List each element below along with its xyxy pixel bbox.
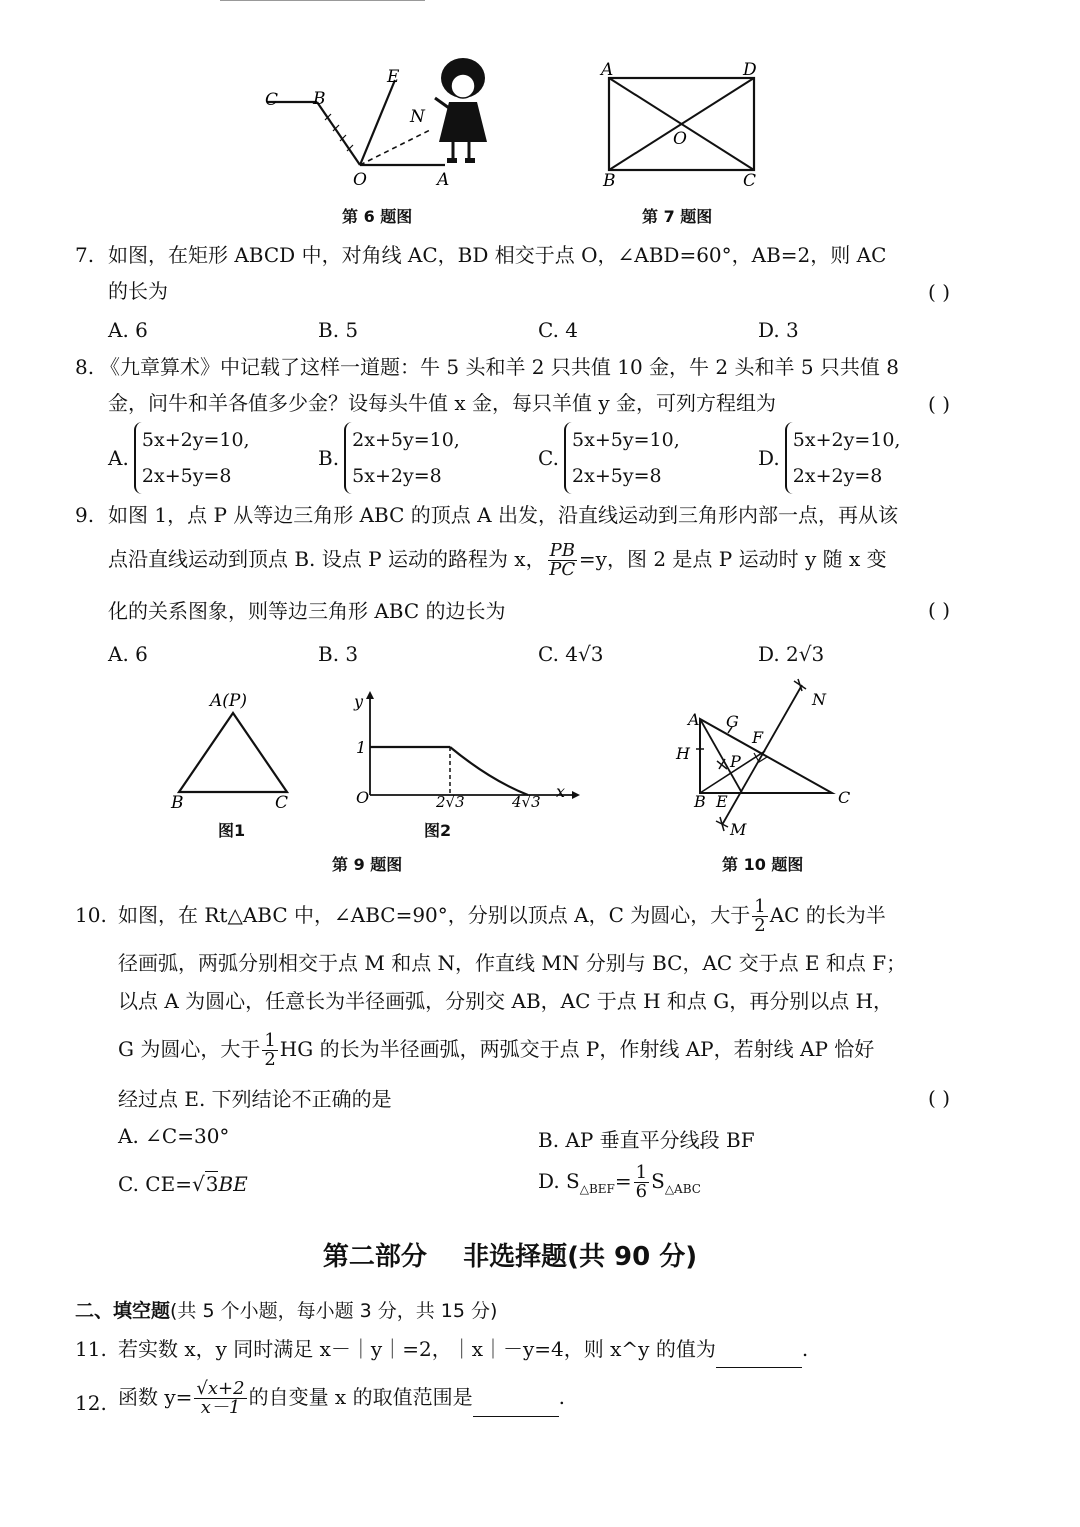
q10-line4-frac-num: 1 [264,1030,276,1051]
q10-option-d-frac-num: 1 [635,1162,648,1183]
q12-tail: 的自变量 x 的取值范围是 [248,1385,473,1409]
fig7-label-B: B [603,171,616,191]
q11-number: 11. [75,1337,107,1361]
q8-option-c-label: C. [538,446,559,470]
q8-option-c-eq2: 2x+5y=8 [572,465,662,487]
q8-option-a-label: A. [108,446,129,470]
figure-9-2-caption: 图2 [424,821,452,840]
q12-frac-num: √x+2 [196,1378,245,1399]
q7-option-c: C. 4 [538,318,579,342]
q8-option-b [318,422,460,494]
fig10-label-A: A [688,710,700,729]
q9-frac-denominator: PC [549,559,576,580]
fig7-label-A: A [601,60,614,80]
q12-frac-den: x－1 [200,1397,241,1418]
fig6-label-A: A [437,170,450,190]
fig10-label-C: C [838,788,851,807]
q10-line4-end: HG 的长为半径画弧，两弧交于点 P，作射线 AP，若射线 AP 恰好 [279,1037,875,1061]
figure-9-2-graph [340,685,580,815]
q9-option-a: A. 6 [108,642,148,666]
q7-answer-paren: ( ) [928,280,950,304]
fig7-label-C: C [743,171,757,191]
fig9b-label-x: x [556,782,566,801]
q10-line5: 经过点 E. 下列结论不正确的是 [118,1087,392,1111]
fig9b-label-1: 1 [356,738,367,757]
q7-number: 7. [75,243,95,267]
q8-number: 8. [75,355,95,379]
part2-title: 第二部分 非选择题(共 90 分) [322,1242,698,1272]
fig10-label-E: E [716,792,728,811]
top-edge-line [220,0,425,1]
q10-option-d-label: D. S [538,1169,580,1193]
q9-frac-numerator: PB [549,540,575,561]
figure-10-caption: 第 10 题图 [722,855,804,874]
girl-figure-icon [435,58,487,163]
q8-option-d [758,422,900,494]
fig10-label-M: M [730,820,747,839]
q10-line1-start: 如图，在 Rt△ABC 中，∠ABC=90°，分别以顶点 A，C 为圆心，大于 [118,903,751,927]
q9-number: 9. [75,503,95,527]
q12-lead: 函数 y= [118,1385,193,1409]
q9-option-b: B. 3 [318,642,359,666]
fig9b-label-O: O [356,788,370,807]
fig9b-label-y: y [354,692,364,711]
q10-line4-start: G 为圆心，大于 [118,1037,261,1061]
q10-line1-frac-den: 2 [754,915,766,936]
figure-9-1-diagram [165,688,300,813]
fig7-label-O: O [673,129,687,149]
fig10-label-G: G [726,712,739,731]
q10-line3: 以点 A 为圆心，任意长为半径画弧，分别交 AB，AC 于点 H 和点 G，再分别以点 H， [118,989,894,1013]
q8-option-b-eq2: 5x+2y=8 [352,465,442,487]
q8-option-b-label: B. [318,446,340,470]
q7-option-b: B. 5 [318,318,359,342]
q9-line1: 如图 1，点 P 从等边三角形 ABC 的顶点 A 出发，沿直线运动到三角形内部一点，再从该 [108,503,898,527]
figure-7-caption: 第 7 题图 [642,207,713,226]
fig9a-label-AP: A(P) [210,691,247,711]
q11-end: . [801,1337,809,1361]
q10-option-d [538,1164,701,1201]
q9-line2-end: =y，图 2 是点 P 运动时 y 随 x 变 [578,547,887,571]
q10-line1 [118,896,886,935]
q8-option-c [538,422,680,494]
figure-9-1-caption: 图1 [218,821,246,840]
q9-option-d: D. 2√3 [758,642,825,666]
q12-end: . [558,1385,565,1409]
section2-head: 二、填空题 [75,1300,171,1322]
q12-line [118,1378,565,1417]
q10-line1-end: AC 的长为半 [769,903,886,927]
q8-line1: 《九章算术》中记载了这样一道题：牛 5 头和羊 2 只共值 10 金，牛 2 头和羊 5 只共值 8 [100,355,900,379]
fig9b-tick-2sqrt3: 2√3 [436,793,465,811]
fig9a-label-C: C [275,793,289,813]
q9-line2-start: 点沿直线运动到顶点 B. 设点 P 运动的路程为 x， [108,547,546,571]
q8-option-d-eq2: 2x+2y=8 [792,465,883,487]
q8-option-b-eq1: 2x+5y=10, [352,429,460,451]
q10-line4-frac-den: 2 [264,1049,276,1070]
q8-option-d-label: D. [758,446,780,470]
q7-option-d: D. 3 [758,318,799,342]
q8-option-d-eq1: 5x+2y=10, [792,429,901,451]
q9-option-c: C. 4√3 [538,642,604,666]
fig10-label-P: P [730,752,741,771]
q10-line4 [118,1030,874,1069]
q10-option-c: C. CE=√3BE [118,1172,248,1196]
fig10-label-N: N [812,690,826,709]
figure-7-diagram [595,58,770,193]
fig9b-tick-4sqrt3: 4√3 [512,793,541,811]
q10-option-d-eq: = [614,1169,632,1193]
q9-line3: 化的关系图象，则等边三角形 ABC 的边长为 [108,599,506,623]
q10-line2: 径画弧，两弧分别相交于点 M 和点 N，作直线 MN 分别与 BC，AC 交于点 E 和点 F； [118,951,907,975]
q10-answer-paren: ( ) [928,1086,950,1110]
q12-answer-blank[interactable] [473,1394,559,1417]
fig10-label-F: F [752,728,764,747]
q10-option-c-tail: BE [218,1172,248,1196]
fig7-label-D: D [743,60,757,80]
q7-option-a: A. 6 [108,318,148,342]
q8-option-a [108,422,250,494]
q10-line1-frac-num: 1 [754,896,766,917]
q8-line2: 金，问牛和羊各值多少金？设每头牛值 x 金，每只羊值 y 金，可列方程组为 [108,391,777,415]
figure-6-diagram [255,50,505,195]
q10-option-b: B. AP 垂直平分线段 BF [538,1128,755,1152]
q10-number: 10. [75,903,107,927]
fig6-label-N: N [410,107,425,127]
section2-detail: (共 5 个小题，每小题 3 分，共 15 分) [170,1300,498,1322]
q7-line2: 的长为 [108,279,168,303]
figure-9-caption: 第 9 题图 [332,855,403,874]
q10-option-d-frac-den: 6 [635,1181,648,1202]
q11-line [118,1330,808,1368]
fig6-label-C: C [265,90,279,110]
q10-option-a: A. ∠C=30° [118,1124,230,1148]
q11-answer-blank[interactable] [716,1345,802,1368]
figure-6-caption: 第 6 题图 [342,207,413,226]
q12-number: 12. [75,1391,107,1415]
section2-heading [75,1296,497,1323]
fig6-label-B: B [313,89,326,109]
q9-answer-paren: ( ) [928,598,950,622]
q10-option-c-sqrt: 3 [205,1172,219,1196]
q10-option-d-sub2: △ABC [664,1182,701,1196]
fig6-label-E: E [387,67,400,87]
q8-option-a-eq2: 2x+5y=8 [141,465,232,487]
fig10-label-B: B [694,792,706,811]
q10-option-c-label: C. CE= [118,1172,192,1196]
q7-line1: 如图，在矩形 ABCD 中，对角线 AC，BD 相交于点 O，∠ABD=60°，AB=2，则 AC [108,243,887,267]
q10-option-d-sub1: △BEF [579,1182,615,1196]
q11-text: 若实数 x，y 同时满足 x－｜y｜=2，｜x｜－y=4，则 x^y 的值为 [118,1337,716,1361]
q8-option-a-eq1: 5x+2y=10, [141,429,250,451]
fig10-label-H: H [676,744,690,763]
q10-option-d-s: S [651,1169,665,1193]
fig9a-label-B: B [171,793,184,813]
q8-option-c-eq1: 5x+5y=10, [572,429,680,451]
q8-answer-paren: ( ) [928,392,950,416]
figure-10-diagram [670,675,865,840]
q9-line2 [108,540,887,579]
fig6-label-O: O [353,170,367,190]
